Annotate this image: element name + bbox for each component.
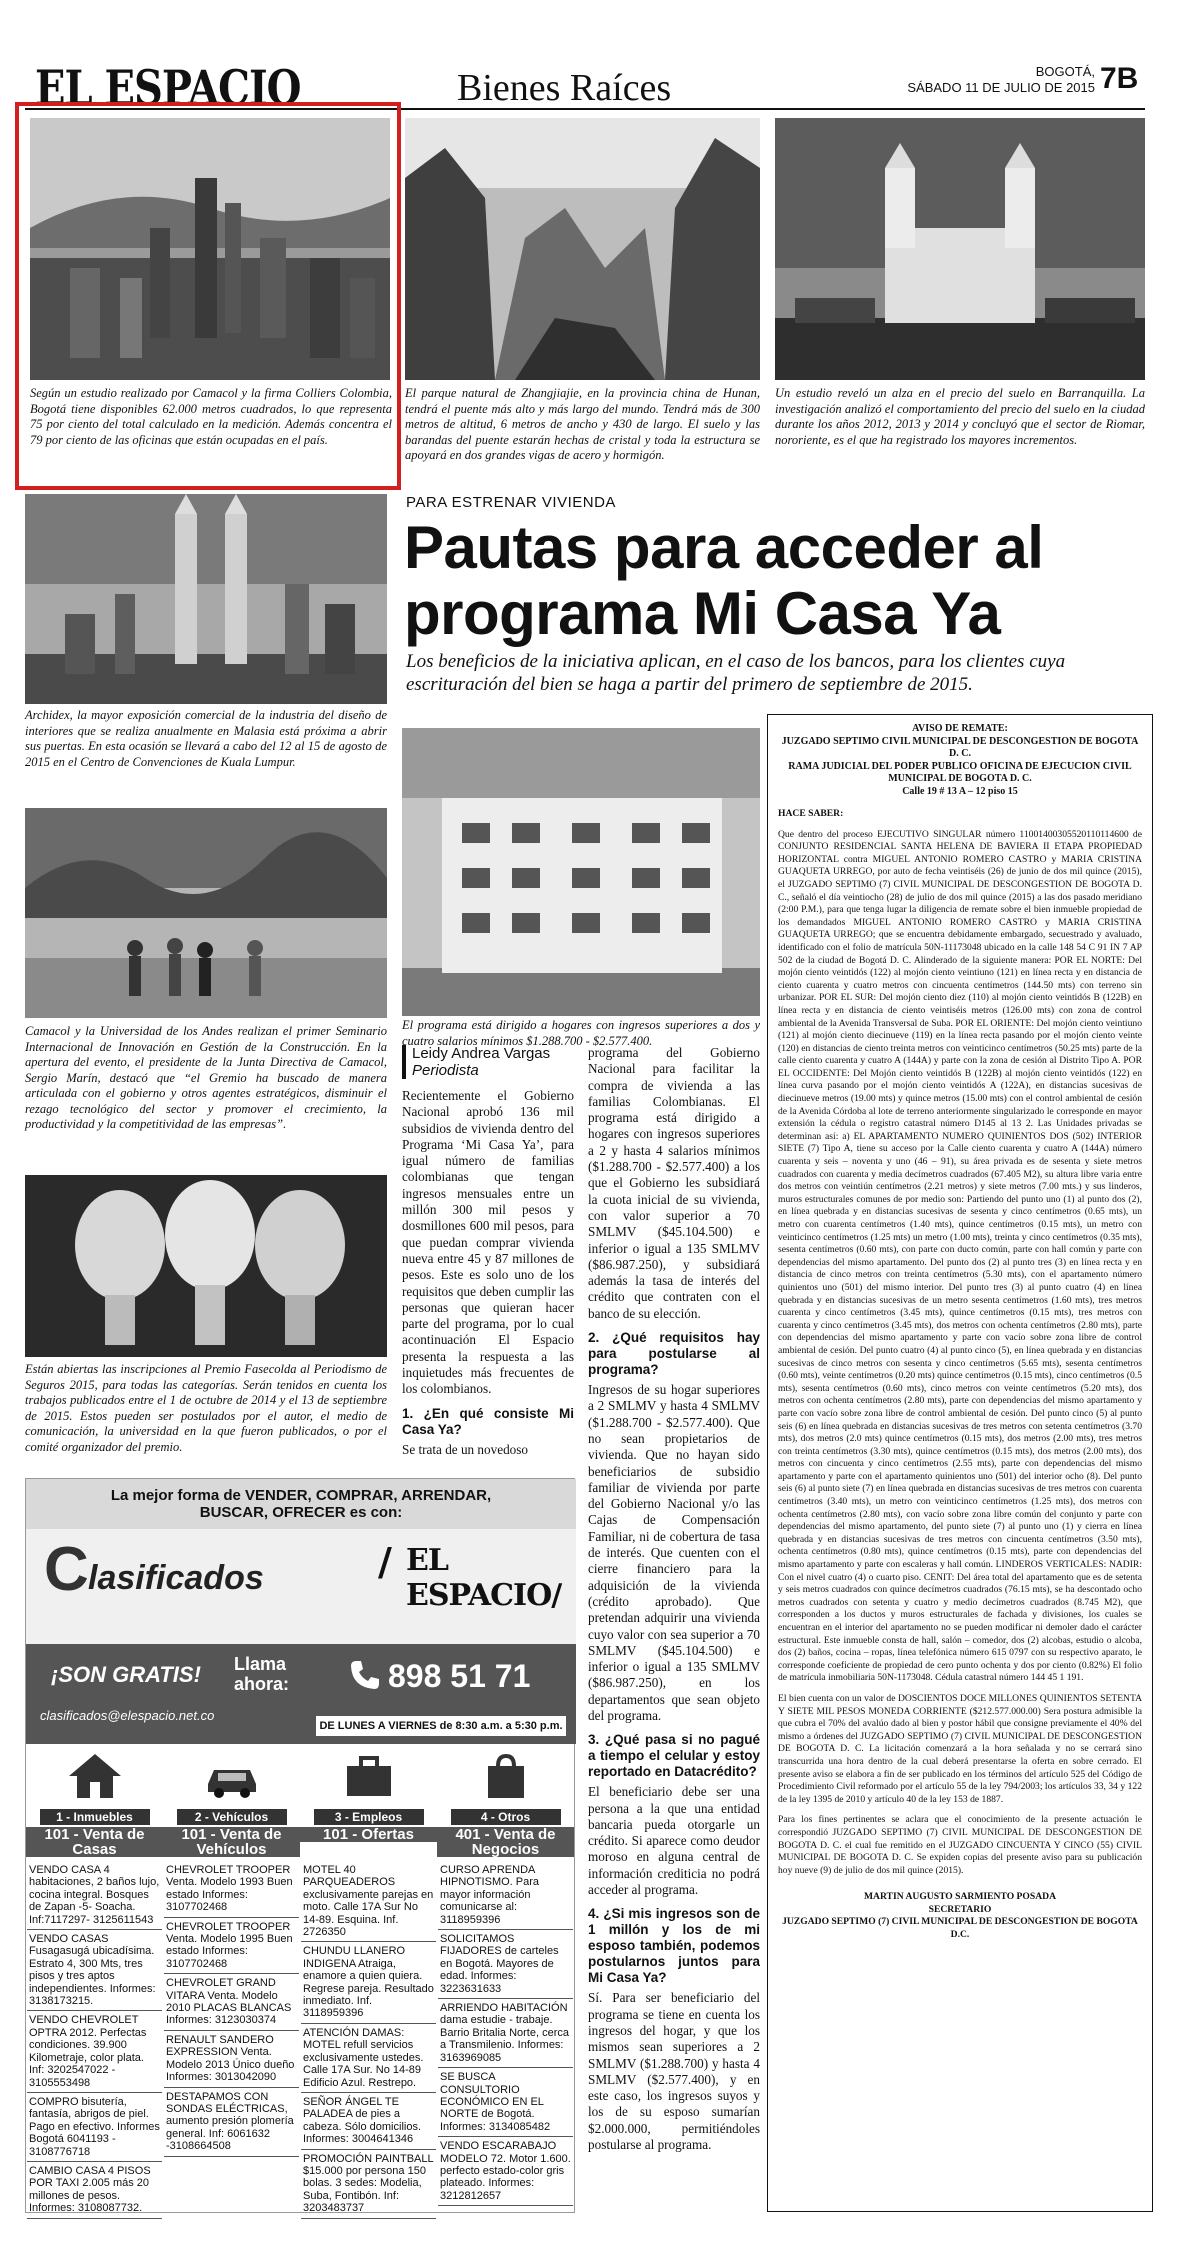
article-question: 3. ¿Qué pasa si no pagué a tiempo el celular y estoy reportado en Datacrédito?	[588, 1732, 760, 1780]
classifieds-column-3	[301, 1861, 436, 2219]
classified-ad: SE BUSCA CONSULTORIO ECONÓMICO EN EL NORTE de Bogotá. Informes: 3134085482	[438, 2068, 573, 2137]
dateline-city: BOGOTÁ,	[1035, 64, 1095, 79]
classified-ad: VENDO CASA 4 habitaciones, 2 baños lujo, cocina integral. Bosques de Zapan -5- Soacha. Inf:7117297- 3125611543	[27, 1861, 162, 1930]
article-paragraph: programa del Gobierno Nacional para facilitar la compra de vivienda a las familias Colombianas. El programa está dirigido a hogares con ingresos superiores a 2 y hasta 4 salarios mínimos ($1.288.700 - $2.577.400) a los que el Gobierno les subsidiará la cuota inicial de su vivienda, con valor superior a 70 SMLMV ($45.104.500) e inferior o igual a 135 SMLMV ($86.987.250), y subsidiará además la tasa de interés del crédito que contraten con el banco de su elección.	[588, 1045, 760, 1321]
category-label: 2 - Vehículos	[177, 1809, 287, 1825]
classified-ad: VENDO CASAS Fusagasugá ubicadísima. Estrato 4, 300 Mts, tres pisos y tres aptos independientes. Informes: 3138173215.	[27, 1930, 162, 2011]
call-line: Llama	[234, 1654, 287, 1674]
classified-ad: CHEVROLET GRAND VITARA Venta. Modelo 2010 PLACAS BLANCAS Informes: 3123030374	[164, 1974, 299, 2031]
category-jobs	[300, 1744, 437, 1859]
notice-signer-role: SECRETARIO	[928, 1903, 992, 1915]
call-line: ahora:	[234, 1674, 290, 1694]
dateline	[880, 64, 1095, 96]
notice-signer-court: JUZGADO SEPTIMO (7) CIVIL MUNICIPAL DE DESCONGESTION DE BOGOTA D.C.	[782, 1916, 1138, 1941]
classified-ad: ATENCIÓN DAMAS: MOTEL refull servicios exclusivamente ustedes. Calle 17A Sur. No 14-89 Edificio Azul. Restrepo.	[301, 2024, 436, 2093]
author-role: Periodista	[412, 1062, 479, 1079]
category-sub: 101 - Venta de Vehículos	[163, 1827, 300, 1857]
mountain-park-photo	[405, 118, 760, 380]
article-column-1	[402, 1088, 574, 1468]
classifieds-email: clasificados@elespacio.net.co	[40, 1708, 215, 1723]
classifieds-intro-line: La mejor forma de VENDER, COMPRAR, ARRENDAR,	[110, 1487, 492, 1504]
classifieds-column-2	[164, 1861, 299, 2157]
shopping-bag-icon	[476, 1750, 536, 1802]
classifieds-phone: 898 51 71	[388, 1658, 531, 1694]
page-number: 7B	[1100, 62, 1139, 95]
phone-icon	[348, 1658, 382, 1692]
classifieds-wordmark: lasificados	[88, 1559, 264, 1597]
author-name: Leidy Andrea Vargas	[412, 1045, 551, 1062]
category-label: 3 - Empleos	[314, 1809, 424, 1825]
classified-ad: CHEVROLET TROOPER Venta. Modelo 1995 Buen estado Informes: 3107702468	[164, 1918, 299, 1975]
notice-hace-saber: HACE SABER:	[778, 808, 844, 819]
classified-ad: CURSO APRENDA HIPNOTISMO. Para mayor información comunicarse al: 3118959396	[438, 1861, 573, 1930]
housing-building-caption: El programa está dirigido a hogares con ingresos superiores a dos y cuatro salarios mínimos $1.288.700 - $2.577.400.	[402, 1018, 760, 1048]
article-paragraph: Se trata de un novedoso	[402, 1441, 528, 1457]
article-deck: Los beneficios de la iniciativa aplican, en el caso de los bancos, para los clientes cuya escrituración del bien se haga a partir del primero de septiembre de 2015.	[406, 651, 1066, 695]
classified-ad: VENDO ESCARABAJO MODELO 72. Motor 1.600. perfecto estado-color gris plateado. Informes: 3212812657	[438, 2137, 573, 2206]
classifieds-box	[25, 1478, 575, 2213]
category-sub: 101 - Ofertas	[300, 1827, 437, 1842]
notice-court: JUZGADO SEPTIMO CIVIL MUNICIPAL DE DESCONGESTION DE BOGOTA D. C.	[781, 735, 1139, 759]
classifieds-hours: DE LUNES A VIERNES de 8:30 a.m. a 5:30 p.m.	[316, 1716, 566, 1736]
category-others	[437, 1744, 574, 1859]
article-byline	[402, 1045, 582, 1079]
article-paragraph: Sí. Para ser beneficiario del programa se tiene en cuenta los ingresos del hogar, y que los mismos sean superiores a 2 SMLMV ($1.288.700) y hasta 4 SMLMV ($2.577.400), y en este caso, los ingresos suyos y los de su esposo sumarían $2.000.000, permitiéndoles postularse al programa.	[588, 1990, 760, 2153]
category-real-estate	[26, 1744, 163, 1859]
briefcase-icon	[339, 1750, 399, 1802]
twin-towers-photo	[25, 494, 387, 704]
classified-ad: VENDO CHEVROLET OPTRA 2012. Perfectas condiciones. 39.900 Kilometraje, color plata. Inf: 3202547022 - 3105553498	[27, 2011, 162, 2092]
classified-ad: PROMOCIÓN PAINTBALL $15.000 por persona 150 bolas. 3 sedes: Modelia, Suba, Fontibón. Inf: 3203483737	[301, 2150, 436, 2219]
article-headline: Pautas para acceder al programa Mi Casa Ya	[404, 514, 1044, 647]
category-label: 1 - Inmuebles	[40, 1809, 150, 1825]
classified-ad: SEÑOR ÁNGEL TE PALADEA de pies a cabeza. Sólo domicilios. Informes: 3004641346	[301, 2093, 436, 2150]
housing-building-photo	[402, 728, 760, 1016]
church-photo	[775, 118, 1145, 380]
classifieds-intro	[26, 1479, 576, 1529]
call-now-label	[234, 1654, 289, 1694]
section-title: Bienes Raíces	[457, 67, 672, 109]
notice-paragraph: Que dentro del proceso EJECUTIVO SINGULAR número 11001400305520110114600 de CONJUNTO RESIDENCIAL SANTA HELENA DE BAVIERA II ETAPA PROPIEDAD HORIZONTAL contra MIGUEL ANTONIO ROMERO CASTRO y MARIA CRISTINA GUAQUETA URREGO, por auto de fecha veintiséis (26) de junio de dos mil quince (2015), el JUZGADO SEPTIMO (7) CIVIL MUNICIPAL DE DESCONGESTION DE BOGOTA D. C., señaló el día veintiocho (28) de julio de dos mil quince (2015) a las dos pasado meridiano (2:00 P.M.), para que tenga lugar la diligencia de remate sobre el bien inmueble propiedad de los demandados MIGUEL ANTONIO ROMERO CASTRO y MARIA CRISTINA GUAQUETA URREGO; que se encuentra debidamente embargado, secuestrado y avaluado, identificado con el folio de matrícula 50N-11173048 ubicado en la calle 148 54 C 91 IN 7 AP 502 de la ciudad de Bogotá D. C. Alinderado de la siguiente manera: POR EL NORTE: Del mojón ciento veintidós (122) al mojón ciento veintiuno (121) en línea recta y en distancia de ciento cuarenta y cuatro metros con cincuenta centímetros (144.50 mts) con terreno sin urbanizar. POR EL SUR: Del mojón ciento diez (110) al mojón ciento veintidós B (122B) en línea recta y en distancia de ciento veintiséis metros (126.00 mts) con zona de control ambiental de la Avenida Transversal de Suba. POR EL ORIENTE: Del mojón ciento veintiuno (121) al mojón ciento diecinueve (119) en la línea recta pasando por el mojón ciento veinte (120) en distancias de ciento treinta metros con veinticinco centímetros (50.25 mts) parte de la calle ciento cuarenta y cuatro A (144A) y parte con la zona de cesión al Distrito Tipo A. POR EL OCCIDENTE: Del Mojón ciento veintidós B (122B) al mojón ciento veintidós (122) en línea curva pasando por el mojón ciento veintidós A (122A), en distancias sucesivas de diecinueve metros (19.00 mts) y quince metros (15.00 mts) con el control ambiental de cesión de la Avenida Córdoba al lote de terreno anteriormente singularizado le corresponde en mayor extensión la cédula o registro catastral número D145 al 13 2. Las Unidades privadas se determinan así: a) EL APARTAMENTO NUMERO QUINIENTOS DOS (502) INTERIOR SIETE (7) Tipo A, tiene su acceso por la Calle ciento cuarenta y cuatro A (144A) número cuarenta y seis – noventa y uno (46 – 91), su área privada es de sesenta y siete metros cuadrados con cuarenta y media decímetros cuadrados (67.405 M2), su altura libre varia entre dos metros con veintiún centímetros (2.21 metros) y siete metros (7.00 mts.) y sus linderos, muros estructurales comunes de por medio son: Partiendo del punto uno (1) al punto dos (2), en línea quebrada y en distancias sucesivas de sesenta y cinco centímetros (0.65 mts), un metro con cuarenta centímetros (1.40 mts), quince centímetros (0.15 mts), un metro con veinticinco centímetros (1.25 mts) un metro (1.00 mts), treinta y cinco centímetros (0.35 mts), sesenta centímetros (0.60 mts), con parte con ducto común, parte con hall común y parte con dependencias del mismo apartamento. Del punto dos (2) al punto tres (3) en línea recta y en distancia de cinco metros con treinta centímetros (5.30 mts), con el apartamento número quinientos uno (501) del mismo interior. Del punto tres (3) al punto cuatro (4) en línea quebrada y en distancias sucesivas de un metro sesenta centímetros (1.60 mts), tres metros cuarenta y cinco centímetros (3.45 mts), quince centímetros (0.15 mts), tres metros con cuarenta y cinco centímetros (3.45 mts), dos metros con ochenta centímetros (2.80 mts), parte con dependencias del mismo apartamento y parte con vacío sobre zona libre de control ambiental de cesión. Del punto cuatro (4) al punto cinco (5), en línea quebrada y en distancias sucesivas de cinco metros con sesenta y cinco centímetros (5.65 mts), sesenta centímetros (0.60 mts), veinte centímetros (0.20 mts) quince centímetros (0.15 mts), cinco centímetros (0.5 mts), sesenta centímetros (0.60 mts), cinco metros con veinte centímetros (5.20 mts), dos metros con ochenta centímetros (2.80 mts), parte con dependencias del mismo apartamento y parte con vacío sobre zona libre de control ambiental de cesión. Del punto cinco (5) al punto seis (6) en línea quebrada en distancias sucesivas de tres metros con setenta centímetros (3.70 mts), dos metros (2.0 mts) quince centímetros (0.15 mts), dos metros (2.00 mts), tres metros con treinta centímetros (3.30 mts), quince centímetros (0.15 mts), dos metros (2.00 mts), dos metros con cincuenta y cinco centímetros (2.55 mts), parte con dependencias del mismo apartamento y parte con el apartamento quinientos uno (501) del interior ocho (8). Del punto seis (6) al punto siete (7) en línea quebrada en distancias sucesivas de tres metros con cuarenta centímetros (3.40 mts), un metro con veinticinco centímetros (1.25 mts), dos metros con ochenta centímetros (2.80 mts), con vacío sobre zona libre común del conjunto y parte con dependencias del mismo apartamento, del punto siete (7) al punto uno (1) y cierra en línea quebrada y en distancias sucesivas de tres metros con cincuenta centímetros (3.50 mts), ochenta centímetros (0.80 mts), quince centímetros (0.15 mts), parte con dependencias del mismo apartamento y parte con escaleras y hall común. LINDEROS VERTICALES: NADIR: Con el nivel cuatro (4) o cuarto piso. CENIT: Del área total del apartamento que es de setenta y seis metros cuadrados con quince decímetros cuadrados (76.15 mts), se ha descontado ocho metros cuadrados con setenta y cuatro y medio decímetros cuadrados (8.745 M2), que corresponden a los ductos y muros estructurales de fachada y divisiones, los cuales se encuentran en el interior del apartamento no se pueden modificar ni demoler dado el carácter estructural. Este inmueble consta de hall, salón – comedor, dos (2) alcobas, estudio o alcoba, dos (2) baños, cocina – ropas, línea telefónica número 615 0797 con su respectivo aparato, le corresponde coeficiente de propiedad de cero punto ochenta y dos por ciento (0.82%) El folio de matrícula inmobiliaria 50N-1173048. Cédula catastral número 144 45 1 191.	[778, 828, 1142, 1684]
twin-towers-caption: Archidex, la mayor exposición comercial de la industria del diseño de interiores que se realiza anualmente en Malasia está próxima a abrir sus puertas. En esta ocasión se llevará a cabo del 12 al 15 de agosto de 2015 en el Centro de Convenciones de Kuala Lumpur.	[25, 708, 387, 769]
trophies-photo	[25, 1175, 387, 1357]
campus-people-caption: Camacol y la Universidad de los Andes realizan el primer Seminario Internacional de Innovación en Gestión de la Construcción. En la apertura del evento, el presidente de la Junta Directiva de Camacol, Sergio Marín, destacó que “el Gremio ha buscado de manera articulada con el gobierno y otros agentes estratégicos, disminuir el rezago tecnológico del sector y promover el crecimiento, la productividad y la competitividad de las empresas”.	[25, 1024, 387, 1131]
article-question: 2. ¿Qué requisitos hay para postularse al programa?	[588, 1330, 760, 1378]
classified-ad: CAMBIO CASA 4 PISOS POR TAXI 2.005 más 20 millones de pesos. Informes: 3108087732.	[27, 2162, 162, 2219]
mountain-park-caption: El parque natural de Zhangjiajie, en la provincia china de Hunan, tendrá el puente más alto y más largo del mundo. Tendrá más de 300 metros de altitud, 6 metros de ancho y 430 de largo. El suelo y las barandas del puente estarán hechas de cristal y toda la estructura se apoyará en dos grandes vigas de acero y hormigón.	[405, 386, 760, 462]
classified-ad: CHEVROLET TROOPER Venta. Modelo 1993 Buen estado Informes: 3107702468	[164, 1861, 299, 1918]
classified-ad: SOLICITAMOS FIJADORES de carteles en Bogotá. Mayores de edad. Informes: 3223631633	[438, 1930, 573, 1999]
classifieds-column-1	[27, 1861, 162, 2219]
classified-ad: ARRIENDO HABITACIÓN dama estudie - trabaje. Barrio Britalia Norte, cerca a Transmilenio. Informes: 3163969085	[438, 1999, 573, 2068]
notice-paragraph: Para los fines pertinentes se aclara que el conocimiento de la presente actuación le correspondió JUZGADO SEPTIMO (7) CIVIL MUNICIPAL DE DESCONGESTION DE BOGOTA D. C. el cual fue remitido en el JUZGADO CINCUENTA Y CINCO (55) CIVIL MUNICIPAL DE BOGOTA D. C. Se expiden copias del presente aviso para su publicación hoy nueve (9) de julio de dos mil quince (2015).	[778, 1814, 1142, 1876]
classifieds-slash: /	[378, 1539, 392, 1584]
article-paragraph: Ingresos de su hogar superiores a 2 SMLMV y hasta 4 SMLMV ($1.288.700 - $2.577.400). Que no sean propietarios de vivienda. Que no hayan sido beneficiarios de subsidio familiar de vivienda por parte del Gobierno Nacional y/o las Cajas de Compensación Familiar, ni de cobertura de tasa de interés. Que cuenten con el cierre financiero para la adquisición de la vivienda (crédito aprobado). Que pretendan adquirir una vivienda cuyo valor con sea superior a 70 SMLMV ($45.104.500) e inferior o igual a 135 SMLMV ($86.987.250), en los departamentos que sean objeto del programa.	[588, 1382, 760, 1723]
free-label: ¡SON GRATIS!	[51, 1662, 201, 1687]
article-kicker: PARA ESTRENAR VIVIENDA	[406, 494, 616, 511]
classifieds-initial: C	[44, 1535, 89, 1604]
newspaper-logo: EL ESPACIO	[35, 60, 301, 117]
city-skyline-caption: Según un estudio realizado por Camacol y la firma Colliers Colombia, Bogotá tiene disponibles 62.000 metros cuadrados, lo que representa 75 por ciento del total calculado en la medición. Además concentra el 79 por ciento de las oficinas que están ocupadas en el país.	[30, 386, 392, 447]
notice-address: Calle 19 # 13 A – 12 piso 15	[902, 785, 1018, 797]
classifieds-intro-line: BUSCAR, OFRECER es con:	[199, 1504, 403, 1521]
campus-people-photo	[25, 808, 387, 1018]
notice-branch: RAMA JUDICIAL DEL PODER PUBLICO OFICINA DE EJECUCION CIVIL MUNICIPAL DE BOGOTA D. C.	[788, 760, 1132, 784]
trophies-caption: Están abiertas las inscripciones al Premio Fasecolda al Periodismo de Seguros 2015, para todas las categorías. Serán tenidos en cuenta los trabajos publicados entre el 1 de octubre de 2014 y el 13 de septiembre de 2015. Estos pueden ser postulados por el autor, el medio de comunicación, la universidad en la que fueron publicados, o por el comité organizador del premio.	[25, 1362, 387, 1454]
classifieds-newspaper-logo: EL ESPACIO/	[406, 1543, 562, 1613]
classified-ad: DESTAPAMOS CON SONDAS ELÉCTRICAS, aumento presión plomería general. Inf: 6061632 -3108664508	[164, 2088, 299, 2157]
category-sub: 101 - Venta de Casas	[26, 1827, 163, 1857]
classifieds-column-4	[438, 1861, 573, 2206]
dateline-date: SÁBADO 11 DE JULIO DE 2015	[907, 80, 1095, 95]
classified-ad: CHUNDU LLANERO INDIGENA Atraiga, enamore a quien quiera. Regrese pareja. Resultado inmediato. Inf. 3118959396	[301, 1942, 436, 2023]
article-paragraph: El beneficiario debe ser una persona a la que una entidad bancaria pueda otorgarle un crédito. Si aparece como deudor moroso en alguna central de información crediticia no podrá acceder al programa.	[588, 1784, 760, 1898]
notice-title: AVISO DE REMATE:	[912, 723, 1008, 734]
classified-ad: MOTEL 40 PARQUEADEROS exclusivamente parejas en moto. Calle 17A Sur No 14-89. Esquina. Inf. 2726350	[301, 1861, 436, 1942]
category-label: 4 - Otros	[451, 1809, 561, 1825]
classifieds-categories	[26, 1744, 576, 1859]
car-icon	[202, 1750, 262, 1802]
classified-ad: RENAULT SANDERO EXPRESSION Venta. Modelo 2013 Único dueño Informes: 3013042090	[164, 2031, 299, 2088]
notice-paragraph: El bien cuenta con un valor de DOSCIENTOS DOCE MILLONES QUINIENTOS SETENTA Y SIETE MIL PESOS MONEDA CORRIENTE ($212.577.000.00) Sera postura admisible la que cubra el 70% del avalúo dado al bien y postor hábil que consigne previamente el 40% del mismo a órdenes del JUZGADO SEPTIMO (7) CIVIL MUNICIPAL DE DESCONGESTION DE BOGOTA D. C. La licitación comenzará a la hora señalada y no se cerrará sino transcurrida una hora dentro de la cual deberá presentarse la oferta en sobre cerrado. El presente aviso se elabora a fin de ser publicado en los términos del artículo 525 del Código de Procedimiento Civil reformado por el artículo 55 de la ley 794/2003; los artículos 33, 34 y 122 de la ley 1395 de 2010 y artículo 40 de la ley 153 de 1887.	[778, 1692, 1142, 1805]
category-vehicles	[163, 1744, 300, 1859]
classifieds-contact-band	[26, 1644, 576, 1744]
church-caption: Un estudio reveló un alza en el precio del suelo en Barranquilla. La investigación analizó el comportamiento del precio del suelo en la ciudad durante los años 2012, 2013 y 2014 y concluyó que el sector de Riomar, nororiente, es el que ha registrado los mayores incrementos.	[775, 386, 1145, 447]
article-paragraph: Recientemente el Gobierno Nacional aprobó 136 mil subsidios de vivienda dentro del Programa ‘Mi Casa Ya’, para igual número de familias colombianas que tengan ingresos mensuales entre un millón 300 mil pesos y dosmillones 600 mil pesos, para que puedan comprar vivienda nueva entre 45 y 87 millones de pesos. Este es solo uno de los requisitos que deben cumplir las personas que quieran hacer parte del programa, por lo cual acontinuación El Espacio presenta la respuesta a las inquietudes más frecuentes de los colombianos.	[402, 1088, 574, 1397]
classified-ad: COMPRO bisutería, fantasía, abrigos de piel. Pago en efectivo. Informes Bogotá 6041193 - 3108776718	[27, 2093, 162, 2162]
auction-notice	[767, 714, 1153, 2212]
article-question: 1. ¿En qué consiste Mi Casa Ya?	[402, 1405, 574, 1437]
article-column-2	[588, 1045, 760, 2213]
notice-signer: MARTIN AUGUSTO SARMIENTO POSADA	[863, 1891, 1056, 1903]
article-question: 4. ¿Si mis ingresos son de 1 millón y los de mi esposo también, podemos postularnos juntos para Mi Casa Ya?	[588, 1906, 760, 1986]
category-sub: 401 - Venta de Negocios	[437, 1827, 574, 1857]
house-icon	[65, 1750, 125, 1802]
